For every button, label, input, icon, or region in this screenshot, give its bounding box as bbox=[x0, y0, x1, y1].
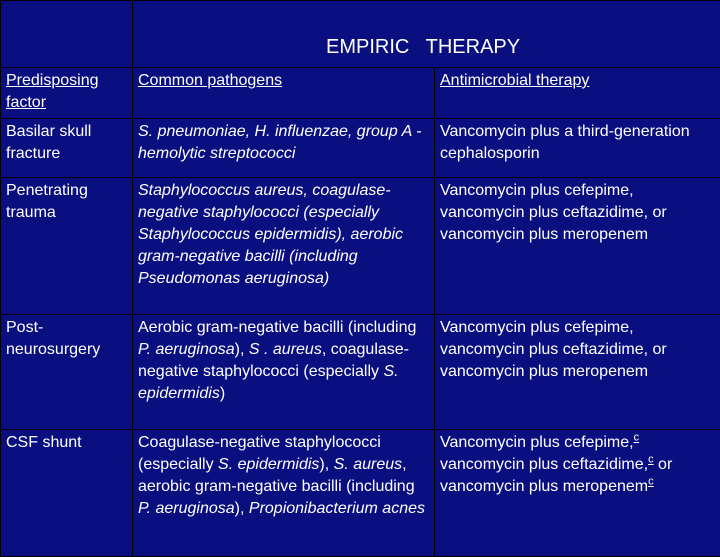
title-blank-cell bbox=[1, 1, 133, 68]
pathogens-text: S. epidermidis bbox=[138, 363, 399, 402]
therapy-cell bbox=[435, 430, 720, 557]
factor-cell: Penetrating trauma bbox=[1, 178, 133, 315]
therapy-text: or vancomycin plus meropenem bbox=[440, 456, 672, 495]
therapy-cell: Vancomycin plus a third-generation cephalosporin bbox=[435, 119, 720, 178]
pathogens-text: ), bbox=[319, 456, 333, 473]
pathogens-text: , aerobic gram-negative bacilli (including bbox=[138, 456, 415, 495]
therapy-text: Vancomycin plus cefepime, bbox=[440, 434, 634, 451]
title-row bbox=[1, 1, 720, 68]
pathogens-cell bbox=[133, 430, 435, 557]
pathogens-cell bbox=[133, 315, 435, 430]
title-cell bbox=[133, 1, 720, 68]
header-factor: Predisposing factor bbox=[1, 68, 133, 119]
factor-cell: CSF shunt bbox=[1, 430, 133, 557]
therapy-cell: Vancomycin plus cefepime, vancomycin plus ceftazidime, or vancomycin plus meropenem bbox=[435, 315, 720, 430]
pathogens-text: Aerobic gram-negative bacilli (including bbox=[138, 319, 416, 336]
therapy-text: vancomycin plus ceftazidime, bbox=[440, 456, 648, 473]
pathogens-text: ), bbox=[235, 500, 249, 517]
slide-title: EMPIRIC THERAPY bbox=[326, 35, 520, 59]
pathogens-text: S. epidermidis bbox=[218, 456, 319, 473]
factor-cell: Basilar skull fracture bbox=[1, 119, 133, 178]
therapy-cell: Vancomycin plus cefepime, vancomycin plus ceftazidime, or vancomycin plus meropenem bbox=[435, 178, 720, 315]
table-row bbox=[1, 178, 720, 315]
pathogens-cell: Staphylococcus aureus, coagulase-negative staphylococci (especially Staphylococcus epidermidis), aerobic gram-negative bacilli (including Pseudomonas aeruginosa) bbox=[133, 178, 435, 315]
header-pathogens: Common pathogens bbox=[133, 68, 435, 119]
table-row bbox=[1, 315, 720, 430]
header-therapy: Antimicrobial therapy bbox=[435, 68, 720, 119]
factor-cell: Post-neurosurgery bbox=[1, 315, 133, 430]
table-row bbox=[1, 430, 720, 557]
pathogens-text: P. aeruginosa bbox=[138, 500, 235, 517]
footnote-marker[interactable]: c bbox=[648, 476, 654, 488]
pathogens-text: P. aeruginosa bbox=[138, 341, 235, 358]
pathogens-text: , coagulase-negative staphylococci (especially bbox=[138, 341, 409, 380]
pathogens-text: Coagulase-negative staphylococci (especially bbox=[138, 434, 381, 473]
pathogens-text: S. aureus bbox=[334, 456, 402, 473]
footnote-marker[interactable]: c bbox=[648, 454, 654, 466]
pathogens-text: ), bbox=[235, 341, 249, 358]
pathogens-text: ) bbox=[220, 385, 225, 402]
footnote-marker[interactable]: c bbox=[634, 432, 640, 444]
pathogens-cell: S. pneumoniae, H. influenzae, group A -hemolytic streptococci bbox=[133, 119, 435, 178]
header-row bbox=[1, 68, 720, 119]
pathogens-text: Propionibacterium acnes bbox=[249, 500, 425, 517]
table-row bbox=[1, 119, 720, 178]
pathogens-text: S . aureus bbox=[249, 341, 322, 358]
